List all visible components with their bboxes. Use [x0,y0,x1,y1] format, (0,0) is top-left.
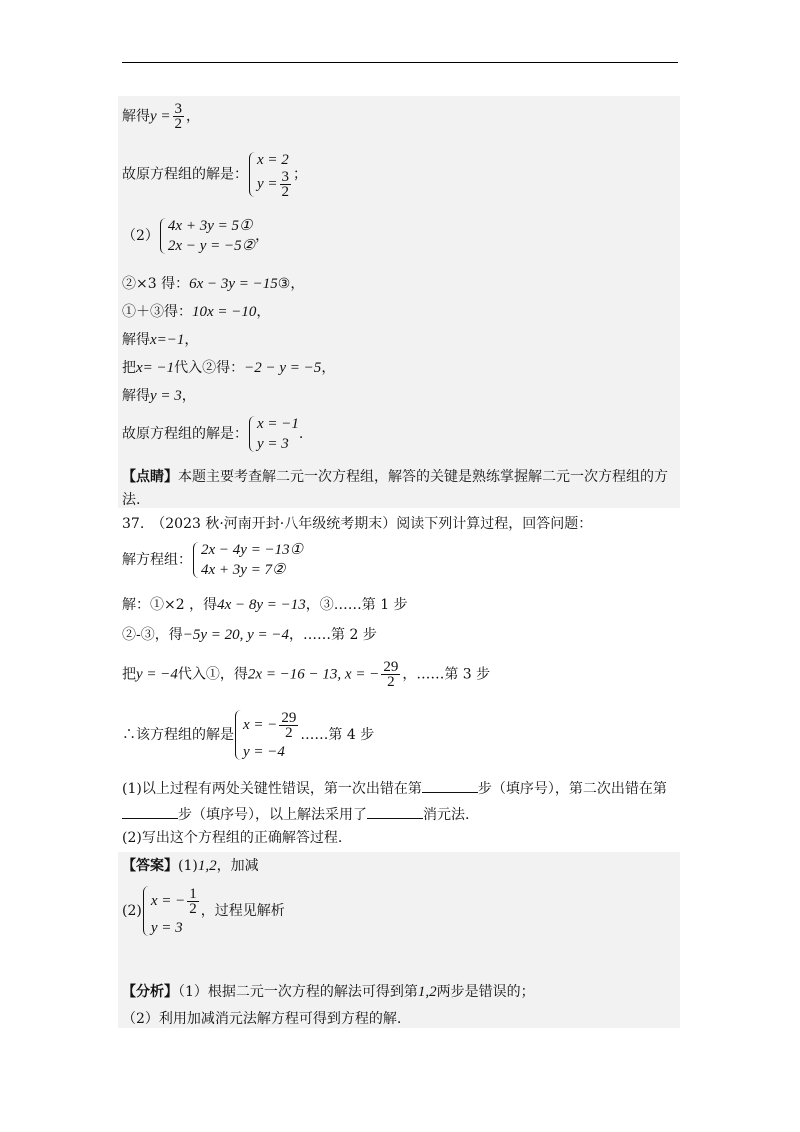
line-q1-cont [122,804,469,824]
text: （2） [122,228,159,244]
denominator: 2 [387,674,395,690]
equation-row [243,708,300,742]
text: ， [186,108,201,125]
line-solve-y [122,102,200,131]
math: 10x = −10 [192,304,257,320]
line-dianjing-cont [122,491,140,509]
text: 把 [122,360,136,376]
text: 消元法. [423,807,470,823]
text: ……第 4 步 [300,727,375,743]
equation-row: x = −1 [257,416,299,432]
text: ①＋③得： [122,304,192,320]
line-solve-x [122,331,198,349]
math: 1,2 [417,984,437,1000]
text: 故原方程组的解是： [122,166,248,183]
numerator: 29 [383,659,399,675]
line-solve-y2 [122,387,196,405]
text: 解得 [122,332,150,348]
text: ∴该方程组的解是 [122,727,234,743]
equation-system [192,540,303,580]
text: 解得 [122,108,150,125]
text: 故原方程组的解是： [122,426,248,442]
equation-row: 2x − 4y = −13① [201,542,304,558]
line-analysis [122,983,535,1001]
math: −5y = 20, y = −4 [182,627,290,643]
equation-system [159,216,255,256]
text: ； [293,166,308,183]
equation-system [142,884,201,938]
equation-row: 4x + 3y = 5① [167,218,253,234]
equation-system [248,150,293,199]
text: ， [184,332,199,348]
label-tag: 【点睛】 [122,469,178,485]
line-step-times3 [122,275,304,293]
math: x = − [150,893,186,909]
math: x=−1 [150,332,185,348]
line-part-2-system [122,216,269,256]
text: 解：①×2 ，得 [122,597,218,613]
math: 4x − 8y = −13 [217,597,306,613]
line-dianjing [122,468,668,486]
equation-row: y = 3 [257,436,289,452]
text: 37. （2023 秋·河南开封·八年级统考期末）阅读下列计算过程，回答问题： [122,516,593,532]
text: 把 [122,666,136,683]
math: 1,2 [197,858,217,874]
equation-row: x = 2 [257,152,289,168]
text: 代入①，得 [177,666,248,683]
denominator: 2 [281,184,290,200]
equation-system [234,708,300,762]
numerator: 1 [189,886,197,903]
line-system-37 [122,540,303,580]
text: 解方程组： [122,552,192,568]
line-answer [122,857,259,875]
text: 解得 [122,388,150,404]
math: 2x = −16 − 13, x = − [247,666,380,683]
equation-row: y = −4 [243,744,285,760]
numerator: 3 [174,101,183,117]
numerator: 3 [281,169,290,185]
line-solution-2 [122,414,303,454]
blank-2[interactable] [122,804,178,819]
text: ，加减 [216,858,259,874]
text: (2)写出这个方程组的正确解答过程. [122,830,343,846]
equation-system [248,414,299,454]
equation-row: y = 3 [150,920,183,936]
text: 本题主要考查解二元一次方程组，解答的关键是熟练掌握解二元一次方程组的方 [178,469,668,485]
line-q2 [122,829,342,847]
line-solution-1 [122,150,307,199]
blank-3[interactable] [367,804,423,819]
text: （1）根据二元一次方程的解法可得到第 [178,984,418,1000]
line-step1 [122,596,408,614]
text: ，……第 3 步 [402,666,491,683]
line-answer-2 [122,884,285,938]
text: ，过程见解析 [200,903,285,919]
line-step4 [122,708,374,762]
answer-box [118,852,680,1028]
line-substitute [122,359,335,377]
equation-row: 4x + 3y = 7② [201,562,286,578]
text: ， [181,388,196,404]
equation-row: 2x − y = −5② [167,238,256,254]
equation-row [151,884,201,918]
text: ， [321,360,336,376]
denominator: 2 [285,725,293,742]
text: ，③……第 1 步 [305,597,408,613]
text: ②×3 得： [122,276,190,292]
text: ②‐③，得 [122,627,183,643]
math: y = [150,108,171,125]
fraction [279,711,298,740]
math: y = [257,175,278,192]
text: 步（填序号），第二次出错在第 [477,781,667,797]
fraction [280,170,292,199]
math: x= −1 [136,360,175,376]
math: −2 − y = −5 [244,360,322,376]
text: 两步是错误的； [436,984,535,1000]
text: (1)以上过程有两处关键性错误，第一次出错在第 [122,781,422,797]
line-step-add [122,303,270,321]
label-tag: 【答案】 [122,858,178,874]
label-tag: 【分析】 [122,984,178,1000]
header-rule [122,62,678,63]
text: ，……第 2 步 [289,627,377,643]
text: （2）利用加减消元法解方程可得到方程的解. [122,1011,402,1027]
denominator: 2 [189,901,197,918]
fraction [187,887,199,916]
text: 步（填序号），以上解法采用了 [178,807,367,823]
text: ， [256,304,271,320]
question-37-title [122,515,592,533]
math: y = 3 [150,388,182,404]
fraction [381,660,400,689]
math: 6x − 3y = −15 [189,276,278,292]
text: (2) [122,903,142,919]
math: y = −4 [136,666,178,683]
text: ③， [277,276,305,292]
line-step3 [122,660,490,689]
math: x = − [243,717,278,733]
fraction [173,102,185,131]
line-q1 [122,778,667,798]
denominator: 2 [174,116,183,132]
equation-row [257,170,293,199]
text: 代入②得： [174,360,245,376]
line-step2 [122,626,377,644]
text: . [298,426,304,442]
blank-1[interactable] [422,778,478,793]
text: ， [255,228,270,244]
text: 法. [122,492,141,508]
text: (1) [178,858,198,874]
line-analysis-2 [122,1010,401,1028]
numerator: 29 [281,710,297,727]
